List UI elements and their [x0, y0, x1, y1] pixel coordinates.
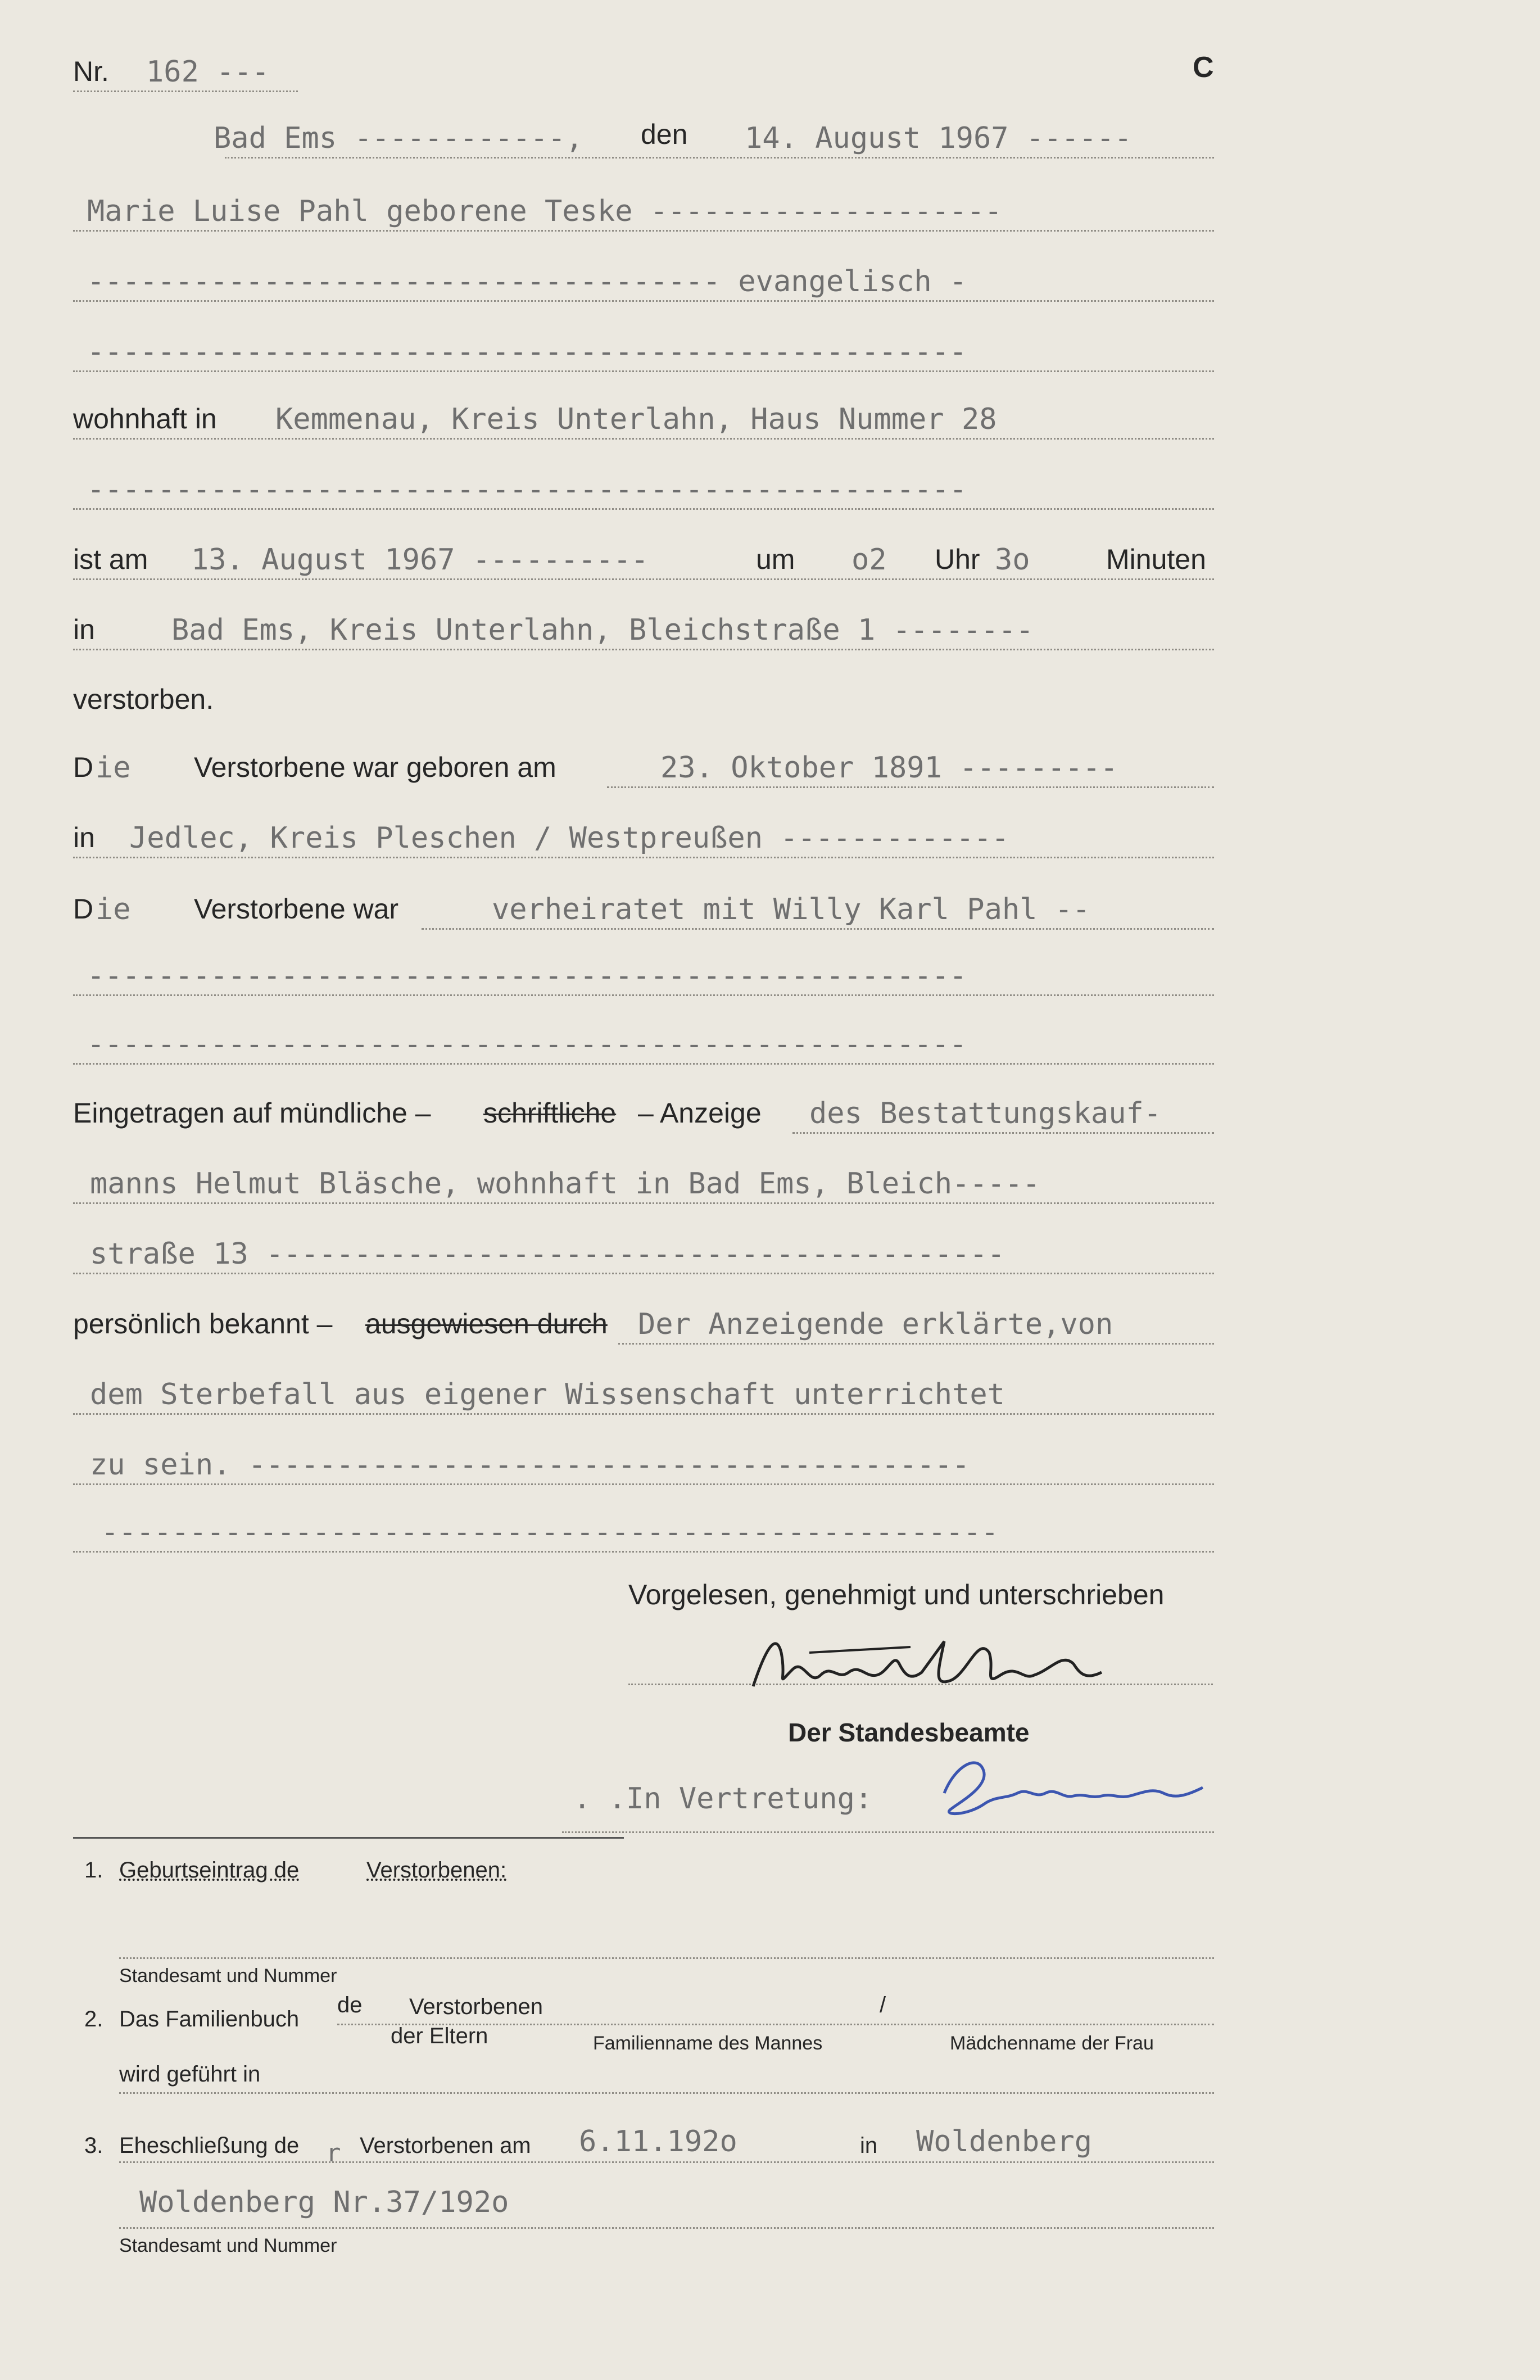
place-value: Bad Ems ------------,: [214, 121, 583, 155]
statement-line-3: zu sein. -----------------------------------------: [90, 1448, 970, 1482]
birth-place-row: [73, 818, 1214, 858]
birth-date-row: [73, 748, 1214, 788]
um-label: um: [756, 544, 795, 575]
name-row: [73, 191, 1214, 232]
item3-label-2: Verstorbenen am: [360, 2133, 531, 2158]
item2-slash: /: [880, 1993, 886, 2017]
death-minute: 3o: [995, 543, 1030, 577]
place-date-row: [73, 118, 1214, 159]
death-hour: o2: [851, 543, 887, 577]
death-place: Bad Ems, Kreis Unterlahn, Bleichstraße 1 --------: [171, 613, 1034, 647]
blank-row-1: [73, 332, 1214, 372]
vorgelesen-text: Vorgelesen, genehmigt und unterschrieben: [628, 1579, 1165, 1610]
item2-de: de: [337, 1993, 363, 2017]
statement-line-1: Der Anzeigende erklärte,von: [638, 1307, 1113, 1341]
blank-row-5: [73, 1512, 1214, 1553]
registration-row: [73, 1093, 1214, 1134]
item1-label-2: Verstorbenen:: [366, 1858, 507, 1883]
item1-line: [119, 1957, 1214, 1959]
uhr-label: Uhr: [935, 544, 980, 575]
record-number-row: [73, 52, 298, 92]
blank-row-3: [73, 956, 1214, 996]
standesamt-caption-1: Standesamt und Nummer: [119, 1965, 337, 1987]
in-label: in: [73, 614, 95, 645]
marital-status: verheiratet mit Willy Karl Pahl --: [492, 893, 1090, 926]
marriage-record: Woldenberg Nr.37/192o: [139, 2186, 509, 2219]
footer-divider-left: [73, 1837, 624, 1839]
residence-row: [73, 399, 1214, 440]
informant-row-3: [73, 1234, 1214, 1274]
item3-number: 3.: [84, 2133, 103, 2158]
birth-date: 23. Oktober 1891 ---------: [660, 751, 1118, 785]
minuten-label: Minuten: [1106, 544, 1206, 575]
familienname-caption: Familienname des Mannes: [593, 2033, 823, 2054]
death-place-row: [73, 610, 1214, 650]
die-suffix-1: ie: [96, 751, 131, 785]
statement-row-3: [73, 1445, 1214, 1485]
blank-line-2: --------------------------------------------------: [87, 473, 967, 506]
date-value: 14. August 1967 ------: [745, 121, 1132, 155]
item2-verstorbenen: Verstorbenen: [409, 1994, 543, 2019]
item1-label: Geburtseintrag de: [119, 1858, 300, 1883]
nr-label: Nr.: [73, 56, 109, 87]
item3-line: [119, 2161, 1214, 2163]
blank-row-2: [73, 469, 1214, 510]
vertretung-line: [562, 1831, 1214, 1833]
item3-in-label: in: [860, 2133, 878, 2158]
blank-row-4: [73, 1024, 1214, 1065]
death-time-row: [73, 540, 1214, 580]
die-suffix-2: ie: [96, 893, 131, 926]
ist-am-label: ist am: [73, 544, 148, 575]
item2-line-2: [119, 2092, 1214, 2094]
item3-r: r: [326, 2139, 341, 2168]
item2-der-eltern: der Eltern: [391, 2024, 488, 2048]
bekannt-label: persönlich bekannt –: [73, 1308, 333, 1340]
informant-signature: [742, 1619, 1135, 1703]
war-label: Verstorbene war: [194, 893, 399, 925]
die-prefix-2: D: [73, 893, 94, 925]
item2-number: 2.: [84, 2007, 103, 2031]
death-date: 13. August 1967 ----------: [191, 543, 649, 577]
marriage-place: Woldenberg: [916, 2125, 1093, 2159]
informant-line-1: des Bestattungskauf-: [809, 1097, 1162, 1130]
informant-row-2: [73, 1164, 1214, 1204]
geboren-label: Verstorbene war geboren am: [194, 752, 556, 783]
vertretung-label: . .In Vertretung:: [573, 1782, 873, 1816]
verstorben-label: verstorben.: [73, 684, 214, 715]
blank-line-3: --------------------------------------------------: [87, 959, 967, 993]
blank-line-4: --------------------------------------------------: [87, 1028, 967, 1061]
blank-line-5: ---------------------------------------------------: [101, 1515, 999, 1549]
eingetragen-label: Eingetragen auf mündliche –: [73, 1097, 431, 1129]
marriage-date: 6.11.192o: [579, 2125, 737, 2159]
in-label-2: in: [73, 822, 95, 853]
informant-line-3: straße 13 ------------------------------------------: [90, 1237, 1005, 1271]
register-letter: C: [1193, 51, 1214, 84]
statement-row-2: [73, 1374, 1214, 1415]
statement-line-2: dem Sterbefall aus eigener Wissenschaft unterrichtet: [90, 1378, 1005, 1411]
religion-row: [73, 261, 1214, 302]
schriftliche-struck: schriftliche: [483, 1097, 617, 1129]
ausgewiesen-struck: ausgewiesen durch: [365, 1308, 608, 1340]
item1-number: 1.: [84, 1858, 103, 1883]
informant-line-2: manns Helmut Bläsche, wohnhaft in Bad Ems, Bleich-----: [90, 1167, 1040, 1201]
item2-label: Das Familienbuch: [119, 2007, 300, 2031]
marital-row: [73, 889, 1214, 930]
wohnhaft-label: wohnhaft in: [73, 403, 217, 435]
identity-row: [73, 1304, 1214, 1345]
residence-value: Kemmenau, Kreis Unterlahn, Haus Nummer 28: [275, 402, 997, 436]
nr-value: 162 ---: [146, 55, 270, 89]
den-label: den: [641, 119, 688, 150]
birth-place: Jedlec, Kreis Pleschen / Westpreußen -------------: [129, 821, 1009, 855]
standesamt-caption-2: Standesamt und Nummer: [119, 2235, 337, 2256]
item3-line-2: [119, 2227, 1214, 2229]
item3-label: Eheschließung de: [119, 2133, 300, 2158]
die-prefix-1: D: [73, 752, 94, 783]
maedchenname-caption: Mädchenname der Frau: [950, 2033, 1154, 2054]
blank-line-1: --------------------------------------------------: [87, 335, 967, 369]
wird-gefuehrt-label: wird geführt in: [119, 2062, 261, 2087]
anzeige-label: – Anzeige: [638, 1097, 762, 1129]
deceased-name: Marie Luise Pahl geborene Teske --------------------: [87, 194, 1002, 228]
official-signature: [933, 1743, 1225, 1821]
standesbeamte-label: Der Standesbeamte: [788, 1718, 1030, 1747]
religion-value: ------------------------------------ evangelisch -: [87, 265, 967, 298]
